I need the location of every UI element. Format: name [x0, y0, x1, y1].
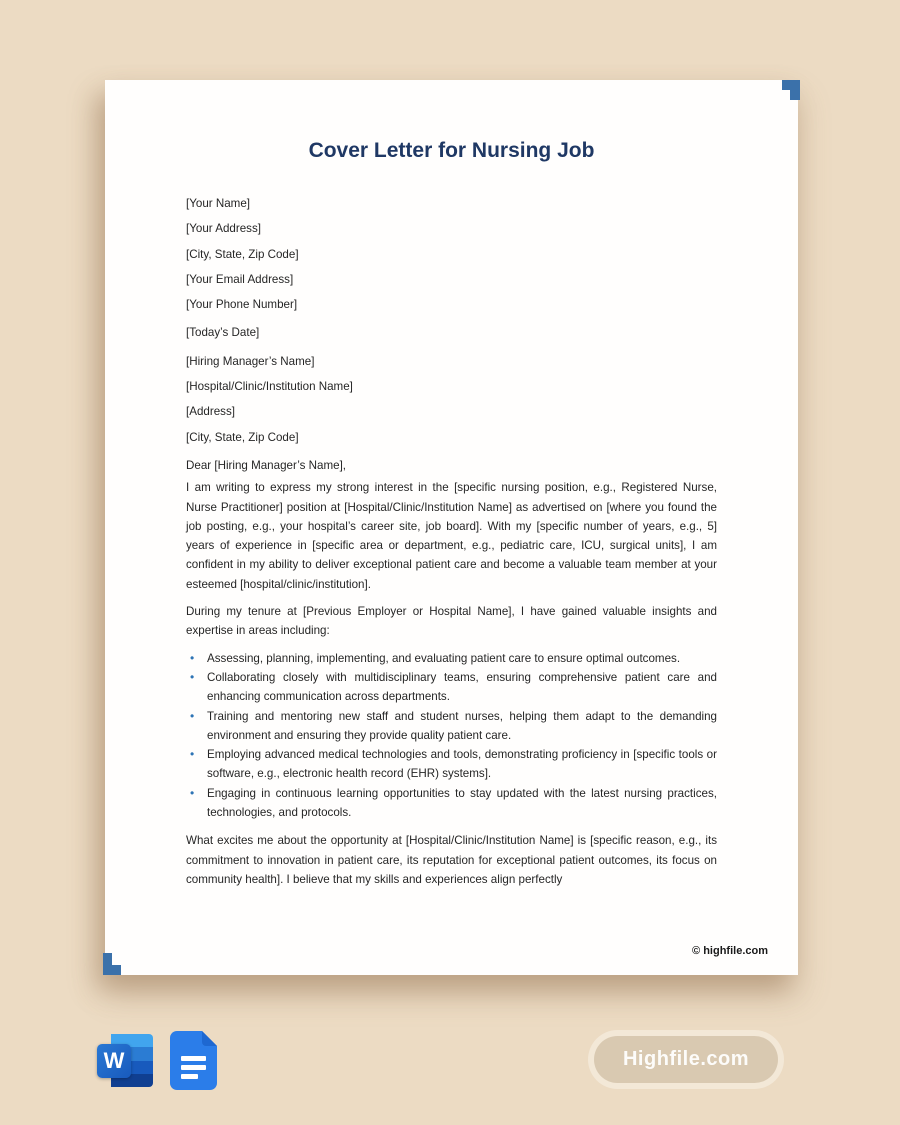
recipient-name: [Hiring Manager’s Name] [186, 354, 315, 368]
sender-email: [Your Email Address] [186, 272, 294, 286]
google-docs-icon[interactable] [170, 1031, 217, 1090]
recipient-block [186, 352, 717, 447]
document-title: Cover Letter for Nursing Job [308, 139, 595, 162]
expertise-list [186, 649, 717, 823]
recipient-institution: [Hospital/Clinic/Institution Name] [186, 380, 353, 394]
document-page [105, 80, 798, 975]
letter-body [186, 194, 717, 889]
todays-date: [Today’s Date] [186, 326, 260, 340]
corner-accent-bottom-left [112, 965, 121, 975]
recipient-address: [Address] [186, 405, 235, 419]
copyright-footer: © highfile.com [692, 945, 768, 957]
corner-accent-top-right [790, 80, 800, 100]
list-item [186, 707, 717, 746]
list-item [186, 784, 717, 823]
recipient-city-state-zip: [City, State, Zip Code] [186, 430, 299, 444]
list-item-text: Engaging in continuous learning opportunities to stay updated with the latest nursing practices, technologies, and protocols. [207, 786, 717, 820]
paragraph-intro: I am writing to express my strong interest in the [specific nursing position, e.g., Registered Nurse, Nurse Practitioner] position at [Hospital/Clinic/Institution Name] as advertised on [where you found the job posting, e.g., your hospital’s career site, job board]. With my [specific number of years, e.g., 5] years of experience in [specific area or department, e.g., pediatric care, ICU, surgical units], I am confident in my ability to deliver exceptional patient care and become a valuable team member at your esteemed [hospital/clinic/institution]. [186, 481, 717, 591]
list-item-text: Collaborating closely with multidisciplinary teams, ensuring comprehensive patient care and enhancing communication across departments. [207, 670, 717, 704]
sender-address: [Your Address] [186, 222, 261, 236]
corner-accent-top-right [782, 80, 790, 90]
list-item [186, 745, 717, 784]
list-item [186, 649, 717, 668]
word-logo-letter: W [97, 1044, 131, 1078]
list-item-text: Assessing, planning, implementing, and evaluating patient care to ensure optimal outcomes. [207, 651, 681, 665]
sender-city-state-zip: [City, State, Zip Code] [186, 247, 299, 261]
paragraph-closing: What excites me about the opportunity at [Hospital/Clinic/Institution Name] is [specific reason, e.g., its commitment to innovation in patient care, its reputation for exceptional patient outcomes, its focus on community health]. I believe that my skills and experiences align perfectly [186, 834, 717, 886]
list-item-text: Employing advanced medical technologies and tools, demonstrating proficiency in [specific tools or software, e.g., electronic health record (EHR) systems]. [207, 748, 717, 781]
highfile-brand-button[interactable] [594, 1036, 778, 1083]
list-item-text: Training and mentoring new staff and student nurses, helping them adapt to the demanding environment and ensuring they provide quality patient care. [207, 709, 717, 742]
paragraph-tenure: During my tenure at [Previous Employer or Hospital Name], I have gained valuable insights and expertise in areas including: [186, 605, 717, 638]
brand-label: Highfile.com [622, 1048, 749, 1070]
date-block [186, 323, 717, 342]
ms-word-icon[interactable] [97, 1034, 153, 1087]
sender-block [186, 194, 717, 314]
list-item [186, 668, 717, 707]
sender-name: [Your Name] [186, 197, 251, 210]
corner-accent-bottom-left [103, 953, 112, 975]
sender-phone: [Your Phone Number] [186, 298, 298, 312]
salutation: Dear [Hiring Manager’s Name], [186, 458, 347, 472]
